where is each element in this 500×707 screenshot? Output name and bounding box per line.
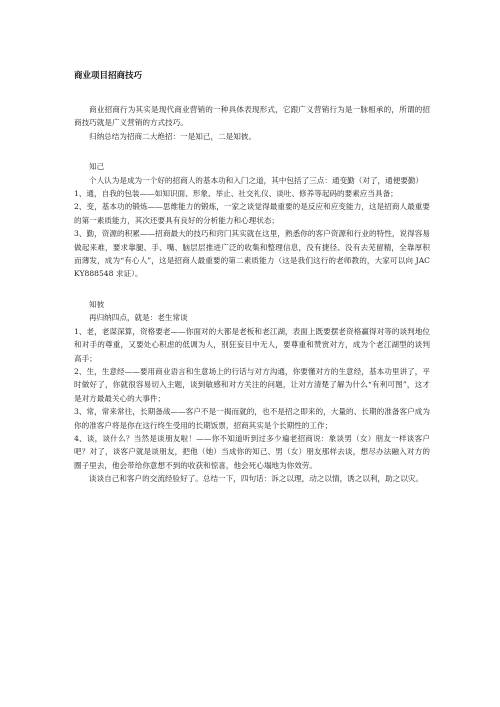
section-lead-know-self: 个人认为是成为一个好的招商人的基本功和入门之道，其中包括了三点：通变勤（对了，通便要勤） [89, 175, 424, 185]
document-title: 商业项目招商技巧 [74, 71, 143, 81]
list-item: 3、勤，资源的积累——招商最大的技巧和窍门其实就在这里，熟悉你的客户资源和行业的特性，说得容易做起来难，要求靠腿、手、嘴、脑层层推进广泛的收集和整理信息，没有捷径、没有去芜留精，全靠厚积而薄发，成为“有心人”，这是招商人最重要的第二素质能力（这是我们这行的老师教的，大家可以向 JACKY888548 求证）。 [74, 229, 430, 279]
list-item: 1、通，自我的包装——如知识面、形象、举止、社交礼仪、谈吐、修养等起码的要素应当具备； [74, 189, 398, 199]
list-item: 2、生，生意经——要用商业语言和生意场上的行话与对方沟通，你要懂对方的生意经，基本功里讲了，平时做好了，你就很容易切入主题，谈到敏感和对方关注的问题，让对方清楚了解为什么“有利可图”，这才是对方最最关心的大事件； [74, 366, 430, 403]
section-heading-know-other: 知彼 [89, 299, 105, 309]
document-page [74, 70, 430, 486]
list-item: 2、变，基本功的锻炼——思维能力的锻炼，一家之谈觉得最重要的是反应和应变能力，这是招商人最重要的第一素质能力，其次还要具有良好的分析能力和心理状态； [74, 202, 430, 225]
list-item: 1、老，老谋深算，资格要老——你面对的大都是老板和老江湖，表面上既要摆老资格赢得对等的谈判地位和对手的尊重，又要处心积虑的低调为人，别狂妄目中无人，要尊重和赞赏对方，成为个老江湖型的谈判高手； [74, 326, 430, 363]
closing-paragraph: 谈谈自己和客户的交流经验好了。总结一下，四句话：诉之以理，动之以情，诱之以利，助之以灾。 [89, 474, 424, 484]
section-lead-know-other: 再归纳四点，就是：老生常谈 [89, 313, 188, 323]
list-item: 4、谈，谈什么？当然是谈朋友啦！——你不知道听到过多少遍老招商说：象谈男（女）朋友一样谈客户吧？对了，谈客户就是谈朋友，把他（她）当成你的知己、男（女）朋友那样去谈，想尽办法融入对方的圈子里去，他会带给你意想不到的收获和惊喜，他会死心塌地为你效劳。 [74, 433, 430, 470]
intro-paragraph: 商业招商行为其实是现代商业营销的一种具体表现形式，它跟广义营销行为是一脉相承的，所谓的招商技巧就是广义营销的方式技巧。 [74, 105, 430, 128]
list-item: 3、常，常来常往，长期备战——客户不是一揭而就的，也不是招之即来的，大量的、长期的准备客户成为你的准客户将是你在这行终生受用的长期饭票，招商其实是个长期性的工作； [74, 407, 430, 430]
summary-paragraph: 归纳总结为招商二大绝招：一是知己，二是知彼。 [89, 131, 257, 141]
section-heading-know-self: 知己 [89, 162, 105, 172]
